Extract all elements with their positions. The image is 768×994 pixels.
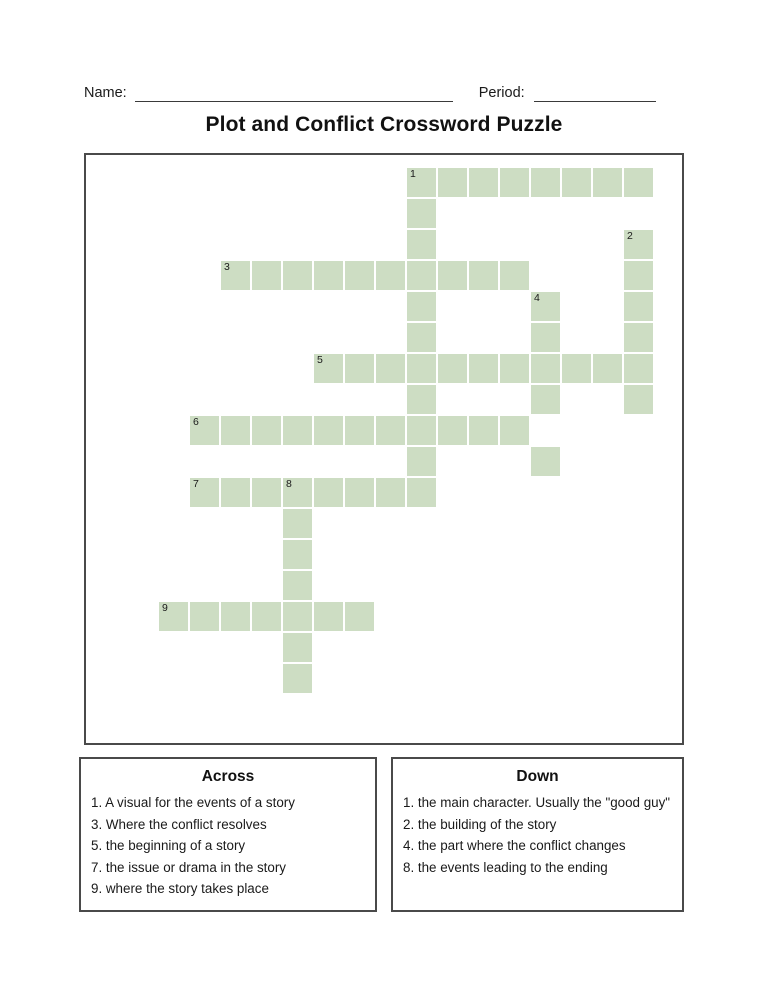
across-clues-list — [91, 792, 365, 900]
cell-number: 1 — [410, 168, 416, 180]
crossword-cell[interactable] — [313, 601, 344, 632]
down-clues-box — [391, 757, 684, 912]
cell-number: 4 — [534, 292, 540, 304]
crossword-cell[interactable] — [375, 415, 406, 446]
crossword-cell[interactable] — [251, 601, 282, 632]
crossword-cell[interactable] — [251, 477, 282, 508]
crossword-cell[interactable] — [406, 322, 437, 353]
page-title: Plot and Conflict Crossword Puzzle — [205, 113, 563, 136]
crossword-cell[interactable] — [282, 508, 313, 539]
across-clues-box — [79, 757, 377, 912]
clue-item: 7. the issue or drama in the story — [91, 859, 287, 875]
crossword-cell[interactable] — [437, 167, 468, 198]
crossword-cell[interactable] — [406, 384, 437, 415]
crossword-cell[interactable] — [158, 601, 189, 632]
crossword-cell[interactable] — [406, 167, 437, 198]
crossword-cell[interactable] — [220, 477, 251, 508]
crossword-cell[interactable] — [406, 415, 437, 446]
crossword-cell[interactable] — [344, 477, 375, 508]
crossword-cell[interactable] — [344, 415, 375, 446]
crossword-cell[interactable] — [406, 260, 437, 291]
cell-number: 9 — [162, 602, 168, 614]
crossword-cell[interactable] — [530, 322, 561, 353]
crossword-cell[interactable] — [406, 198, 437, 229]
period-label: Period: — [478, 84, 525, 101]
crossword-cell[interactable] — [623, 260, 654, 291]
crossword-cell[interactable] — [623, 353, 654, 384]
crossword-cell[interactable] — [282, 663, 313, 694]
clue-item: 4. the part where the conflict changes — [403, 838, 626, 853]
crossword-cell[interactable] — [220, 415, 251, 446]
clue-item: 2. the building of the story — [403, 816, 557, 832]
crossword-cell[interactable] — [282, 415, 313, 446]
crossword-cell[interactable] — [530, 353, 561, 384]
crossword-cell[interactable] — [468, 353, 499, 384]
crossword-cell[interactable] — [313, 415, 344, 446]
crossword-cell[interactable] — [282, 601, 313, 632]
crossword-cell[interactable] — [592, 167, 623, 198]
clue-item: 1. the main character. Usually the "good guy" — [403, 795, 671, 810]
crossword-cell[interactable] — [623, 167, 654, 198]
clue-item: 1. A visual for the events of a story — [91, 795, 295, 810]
crossword-cell[interactable] — [282, 477, 313, 508]
clue-item: 8. the events leading to the ending — [403, 859, 608, 875]
clue-item: 5. the beginning of a story — [91, 838, 246, 853]
crossword-cell[interactable] — [437, 415, 468, 446]
crossword-cell[interactable] — [313, 260, 344, 291]
crossword-cell[interactable] — [189, 601, 220, 632]
crossword-cell[interactable] — [375, 260, 406, 291]
crossword-cell[interactable] — [530, 446, 561, 477]
crossword-cell[interactable] — [251, 260, 282, 291]
crossword-cell[interactable] — [623, 322, 654, 353]
crossword-cell[interactable] — [220, 601, 251, 632]
crossword-cell[interactable] — [220, 260, 251, 291]
crossword-cell[interactable] — [530, 384, 561, 415]
name-write-line[interactable] — [135, 84, 453, 102]
crossword-cell[interactable] — [375, 353, 406, 384]
crossword-grid-cells — [86, 155, 682, 743]
crossword-cell[interactable] — [344, 353, 375, 384]
cell-number: 5 — [317, 354, 323, 366]
cell-number: 6 — [193, 416, 199, 428]
period-write-line[interactable] — [534, 84, 656, 102]
crossword-cell[interactable] — [437, 260, 468, 291]
crossword-cell[interactable] — [623, 291, 654, 322]
across-clues-title: Across — [201, 768, 255, 785]
crossword-cell[interactable] — [499, 260, 530, 291]
name-period-row — [84, 78, 684, 102]
crossword-cell[interactable] — [282, 632, 313, 663]
crossword-cell[interactable] — [406, 477, 437, 508]
crossword-cell[interactable] — [344, 260, 375, 291]
clue-item: 3. Where the conflict resolves — [91, 816, 267, 832]
crossword-cell[interactable] — [282, 260, 313, 291]
crossword-cell[interactable] — [437, 353, 468, 384]
crossword-cell[interactable] — [499, 415, 530, 446]
cell-number: 2 — [627, 230, 633, 242]
crossword-cell[interactable] — [406, 291, 437, 322]
crossword-cell[interactable] — [530, 291, 561, 322]
crossword-cell[interactable] — [468, 167, 499, 198]
down-clues-list — [403, 792, 672, 878]
crossword-cell[interactable] — [406, 446, 437, 477]
crossword-cell[interactable] — [561, 353, 592, 384]
clue-item: 9. where the story takes place — [91, 881, 269, 896]
crossword-cell[interactable] — [623, 229, 654, 260]
crossword-cell[interactable] — [313, 353, 344, 384]
crossword-cell[interactable] — [561, 167, 592, 198]
crossword-grid[interactable] — [84, 153, 684, 745]
crossword-cell[interactable] — [499, 353, 530, 384]
crossword-cell[interactable] — [406, 229, 437, 260]
crossword-cell[interactable] — [592, 353, 623, 384]
crossword-cell[interactable] — [189, 477, 220, 508]
down-clues-title: Down — [516, 768, 559, 785]
cell-number: 8 — [286, 478, 292, 490]
name-label: Name: — [84, 84, 127, 101]
crossword-cell[interactable] — [623, 384, 654, 415]
crossword-cell[interactable] — [282, 539, 313, 570]
crossword-cell[interactable] — [313, 477, 344, 508]
crossword-cell[interactable] — [406, 353, 437, 384]
crossword-cell[interactable] — [251, 415, 282, 446]
cell-number: 7 — [193, 478, 199, 490]
crossword-cell[interactable] — [282, 570, 313, 601]
crossword-cell[interactable] — [375, 477, 406, 508]
crossword-cell[interactable] — [499, 167, 530, 198]
cell-number: 3 — [224, 261, 230, 273]
crossword-cell[interactable] — [530, 167, 561, 198]
crossword-cell[interactable] — [468, 415, 499, 446]
crossword-cell[interactable] — [189, 415, 220, 446]
crossword-cell[interactable] — [468, 260, 499, 291]
crossword-cell[interactable] — [344, 601, 375, 632]
